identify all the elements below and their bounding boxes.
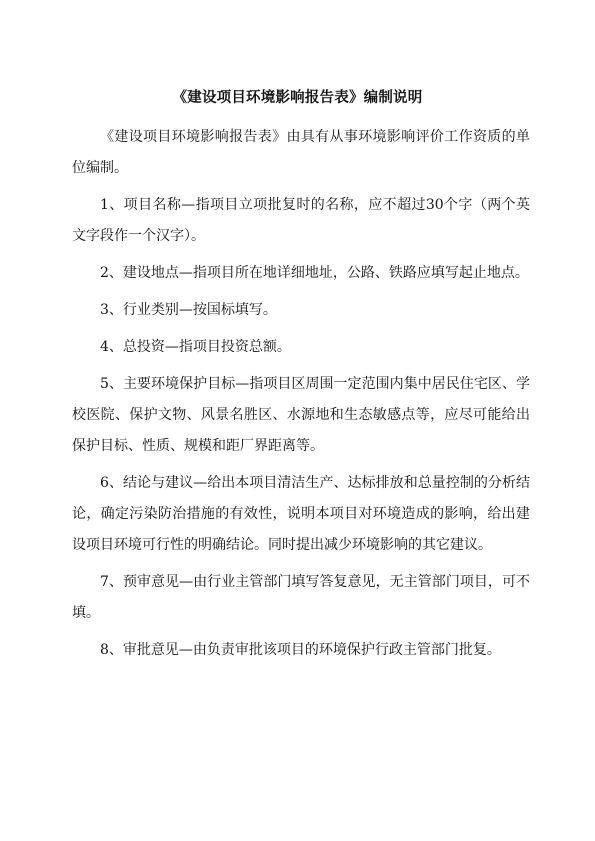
document-body (72, 122, 530, 672)
item-approval: 8、审批意见—由负责审批该项目的环境保护行政主管部门批复。 (100, 642, 501, 658)
item-conclusions: 6、结论与建议—给出本项目清洁生产、达标排放和总量控制的分析结论，确定污染防治措施的有效性，说明本项目对环境造成的影响，给出建设项目环境可行性的明确结论。同时提出减少环境影响的其它建议。 (72, 475, 530, 553)
document-title: 《建设项目环境影响报告表》编制说明 (172, 89, 423, 106)
item-construction-site: 2、建设地点—指项目所在地详细地址，公路、铁路应填写起止地点。 (100, 265, 529, 281)
item-project-name: 1、项目名称—指项目立项批复时的名称，应不超过30个字（两个英文字段作一个汉字）。 (72, 197, 530, 244)
item-industry-category: 3、行业类别—按国标填写。 (100, 302, 277, 318)
item-total-investment: 4、总投资—指项目投资总额。 (100, 339, 291, 355)
intro-paragraph: 《建设项目环境影响报告表》由具有从事环境影响评价工作资质的单位编制。 (72, 129, 530, 176)
item-protection-targets: 5、主要环境保护目标—指项目区周围一定范围内集中居民住宅区、学校医院、保护文物、风景名胜区、水源地和生态敏感点等，应尽可能给出保护目标、性质、规模和距厂界距离等。 (72, 376, 530, 454)
item-pre-review: 7、预审意见—由行业主管部门填写答复意见，无主管部门项目，可不填。 (72, 574, 530, 621)
